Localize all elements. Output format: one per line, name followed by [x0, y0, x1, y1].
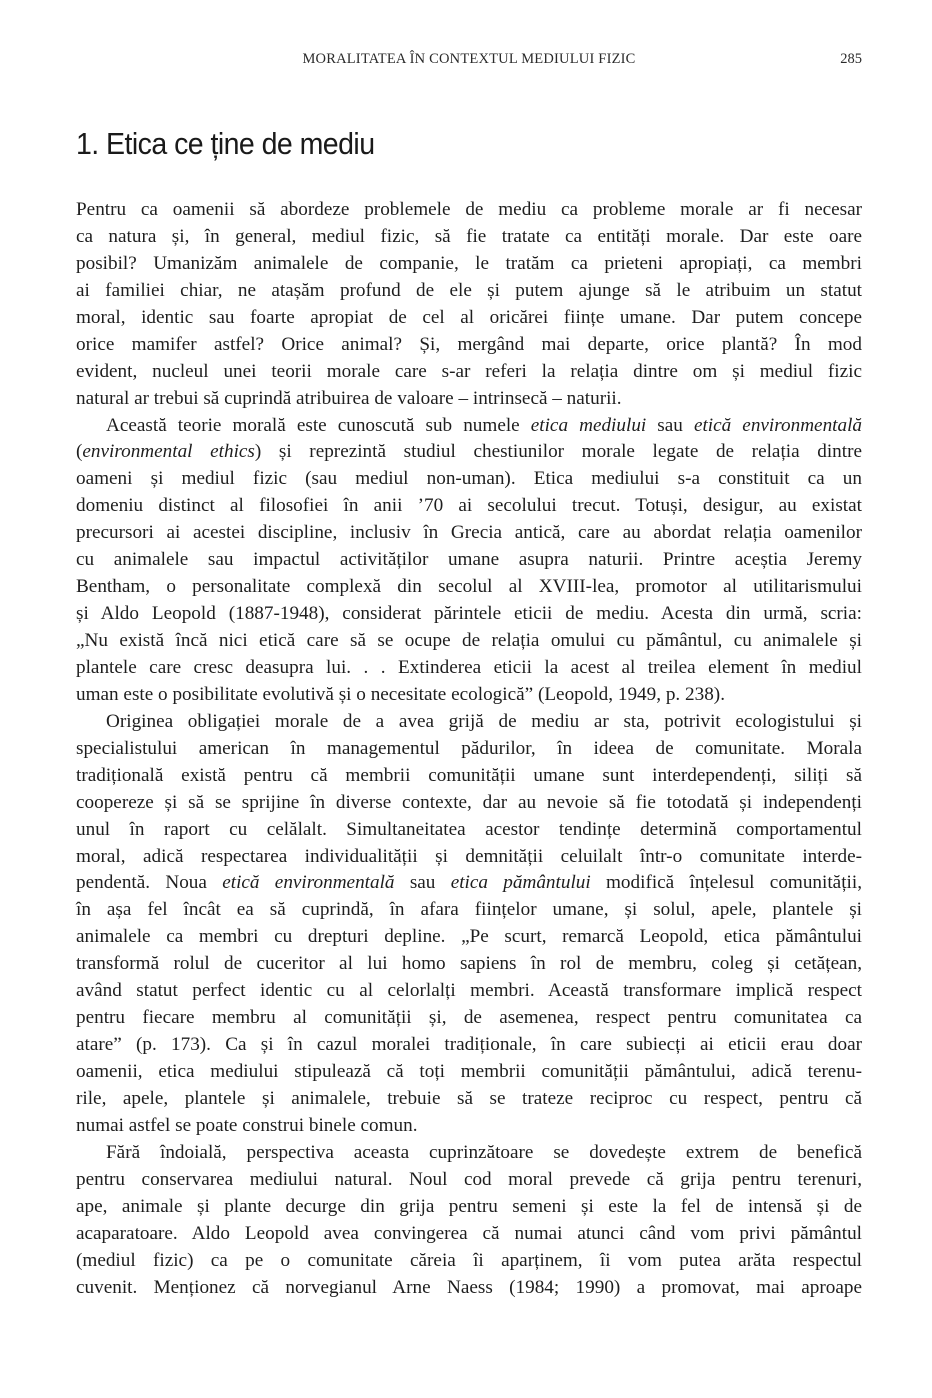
- running-header: [76, 51, 862, 71]
- running-title: MORALITATEA ÎN CONTEXTUL MEDIULUI FIZIC: [302, 51, 636, 67]
- text-line: unul în raport cu celălalt. Simultaneitatea acestor tendințe determină comportamentul: [76, 818, 862, 840]
- text-line: „Nu există încă nici etică care să se ocupe de relația omului cu pământul, cu animalele și: [76, 630, 862, 651]
- page-number: 285: [840, 51, 862, 67]
- text-line: și Aldo Leopold (1887-1948), considerat părintele eticii de mediu. Acesta din urmă, scria:: [76, 603, 862, 625]
- text-line: pentru conservarea mediului natural. Noul cod moral prevede că grija pentru terenuri,: [76, 1168, 862, 1190]
- text-line: orice mamifer astfel? Orice animal? Și, mergând mai departe, orice plantă? În mod: [76, 333, 862, 355]
- text-line: coopereze și să se sprijine în diverse contexte, dar au nevoie să fie totodată și independenți: [76, 791, 862, 813]
- text-line: având statut perfect identic cu al celorlalți membri. Această transformare implică respect: [76, 980, 862, 1002]
- text-line: tradițională există pentru că membrii comunității umane sunt interdependenți, siliți să: [76, 764, 862, 786]
- text-line: posibil? Umanizăm animalele de companie, le tratăm ca prieteni apropiați, ca membri: [76, 252, 862, 274]
- body-text: [76, 197, 862, 1301]
- text-line: atare” (p. 173). Ca și în cazul moralei tradiționale, în care subiecți ai eticii erau doar: [76, 1034, 862, 1056]
- text-line: precursori ai acestei discipline, inclusiv în Grecia antică, care au abordat relația oamenilor: [76, 522, 862, 544]
- text-line: Originea obligației morale de a avea grijă de mediu ar sta, potrivit ecologistului și: [106, 710, 862, 732]
- text-line: ai familiei chiar, ne atașăm profund de ele și putem ajunge să le atribuim un statut: [76, 279, 862, 301]
- text-line: moral, identic sau foarte apropiat de cel al oricărei ființe umane. Dar putem concepe: [76, 306, 862, 328]
- text-line: pendentă. Noua etică environmentală sau etica pământului modifică înțelesul comunității,: [76, 872, 862, 894]
- text-line: evident, nucleul unei teorii morale care s-ar referi la relația dintre om și mediul fizic: [76, 360, 862, 382]
- text-line: oamenii, etica mediului stipulează că toți membrii comunității pământului, adică terenu-: [76, 1061, 862, 1082]
- section-heading: 1. Etica ce ține de mediu: [76, 126, 375, 161]
- text-line: cuvenit. Menționez că norvegianul Arne Naess (1984; 1990) a promovat, mai aproape: [76, 1276, 862, 1298]
- text-line: (mediul fizic) ca pe o comunitate căreia îi aparținem, îi vom putea arăta respectul: [76, 1249, 862, 1271]
- text-line: Pentru ca oamenii să abordeze problemele de mediu ca probleme morale ar fi necesar: [76, 199, 862, 220]
- text-line: Bentham, o personalitate complexă din secolul al XVIII-lea, promotor al utilitarismului: [76, 576, 862, 598]
- text-line: uman este o posibilitate evolutivă și o necesitate ecologică” (Leopold, 1949, p. 238).: [76, 683, 725, 705]
- text-line: acaparatoare. Aldo Leopold avea convingerea că numai atunci când vom privi pământul: [76, 1222, 862, 1244]
- text-line: moral, adică respectarea individualității și demnității celuilalt într-o comunitate interde-: [76, 845, 862, 867]
- text-line: animalele ca membri cu drepturi depline. „Pe scurt, remarcă Leopold, etica pământului: [76, 926, 862, 948]
- text-line: ape, animale și plante decurge din grija pentru semeni și este la fel de intensă și de: [76, 1195, 862, 1217]
- text-line: oameni și mediul fizic (sau mediul non-uman). Etica mediului s-a constituit ca un: [76, 468, 862, 490]
- text-line: specialistului american în managementul pădurilor, în ideea de comunitate. Morala: [76, 737, 862, 759]
- text-line: domeniu distinct al filosofiei în anii ’70 ai secolului trecut. Totuși, desigur, au existat: [76, 495, 862, 517]
- text-line: ca natura și, în general, mediul fizic, să fie tratate ca entități morale. Dar este oare: [76, 225, 862, 247]
- text-line: plantele care cresc deasupra lui. . . Extinderea eticii la acest al treilea element în mediul: [76, 656, 862, 678]
- text-line: numai astfel se poate construi binele comun.: [76, 1114, 418, 1136]
- text-line: în așa fel încât ea să cuprindă, în afara ființelor umane, și solul, apele, plantele și: [76, 899, 862, 921]
- text-line: Această teorie morală este cunoscută sub numele etica mediului sau etică environmentală: [106, 414, 863, 436]
- text-line: pentru fiecare membru al comunității și, de asemenea, respect pentru comunitatea ca: [76, 1007, 862, 1029]
- text-line: rile, apele, plantele și animalele, trebuie să se trateze reciproc cu respect, pentru că: [76, 1087, 862, 1109]
- paragraph: [76, 709, 862, 1140]
- text-line: transformă rolul de cuceritor al lui homo sapiens în rol de membru, coleg și cetățean,: [76, 953, 862, 975]
- paragraph: [76, 197, 862, 413]
- text-line: natural ar trebui să cuprindă atribuirea de valoare – intrinsecă – naturii.: [76, 387, 622, 409]
- text-line: (environmental ethics) și reprezintă studiul chestiunilor morale legate de relația dintre: [76, 441, 862, 463]
- paragraph: [76, 413, 862, 709]
- paragraph: [76, 1140, 862, 1302]
- text-line: Fără îndoială, perspectiva aceasta cuprinzătoare se dovedește extrem de benefică: [106, 1141, 862, 1163]
- text-line: cu animalele sau impactul activităților umane asupra naturii. Printre aceștia Jeremy: [76, 549, 862, 571]
